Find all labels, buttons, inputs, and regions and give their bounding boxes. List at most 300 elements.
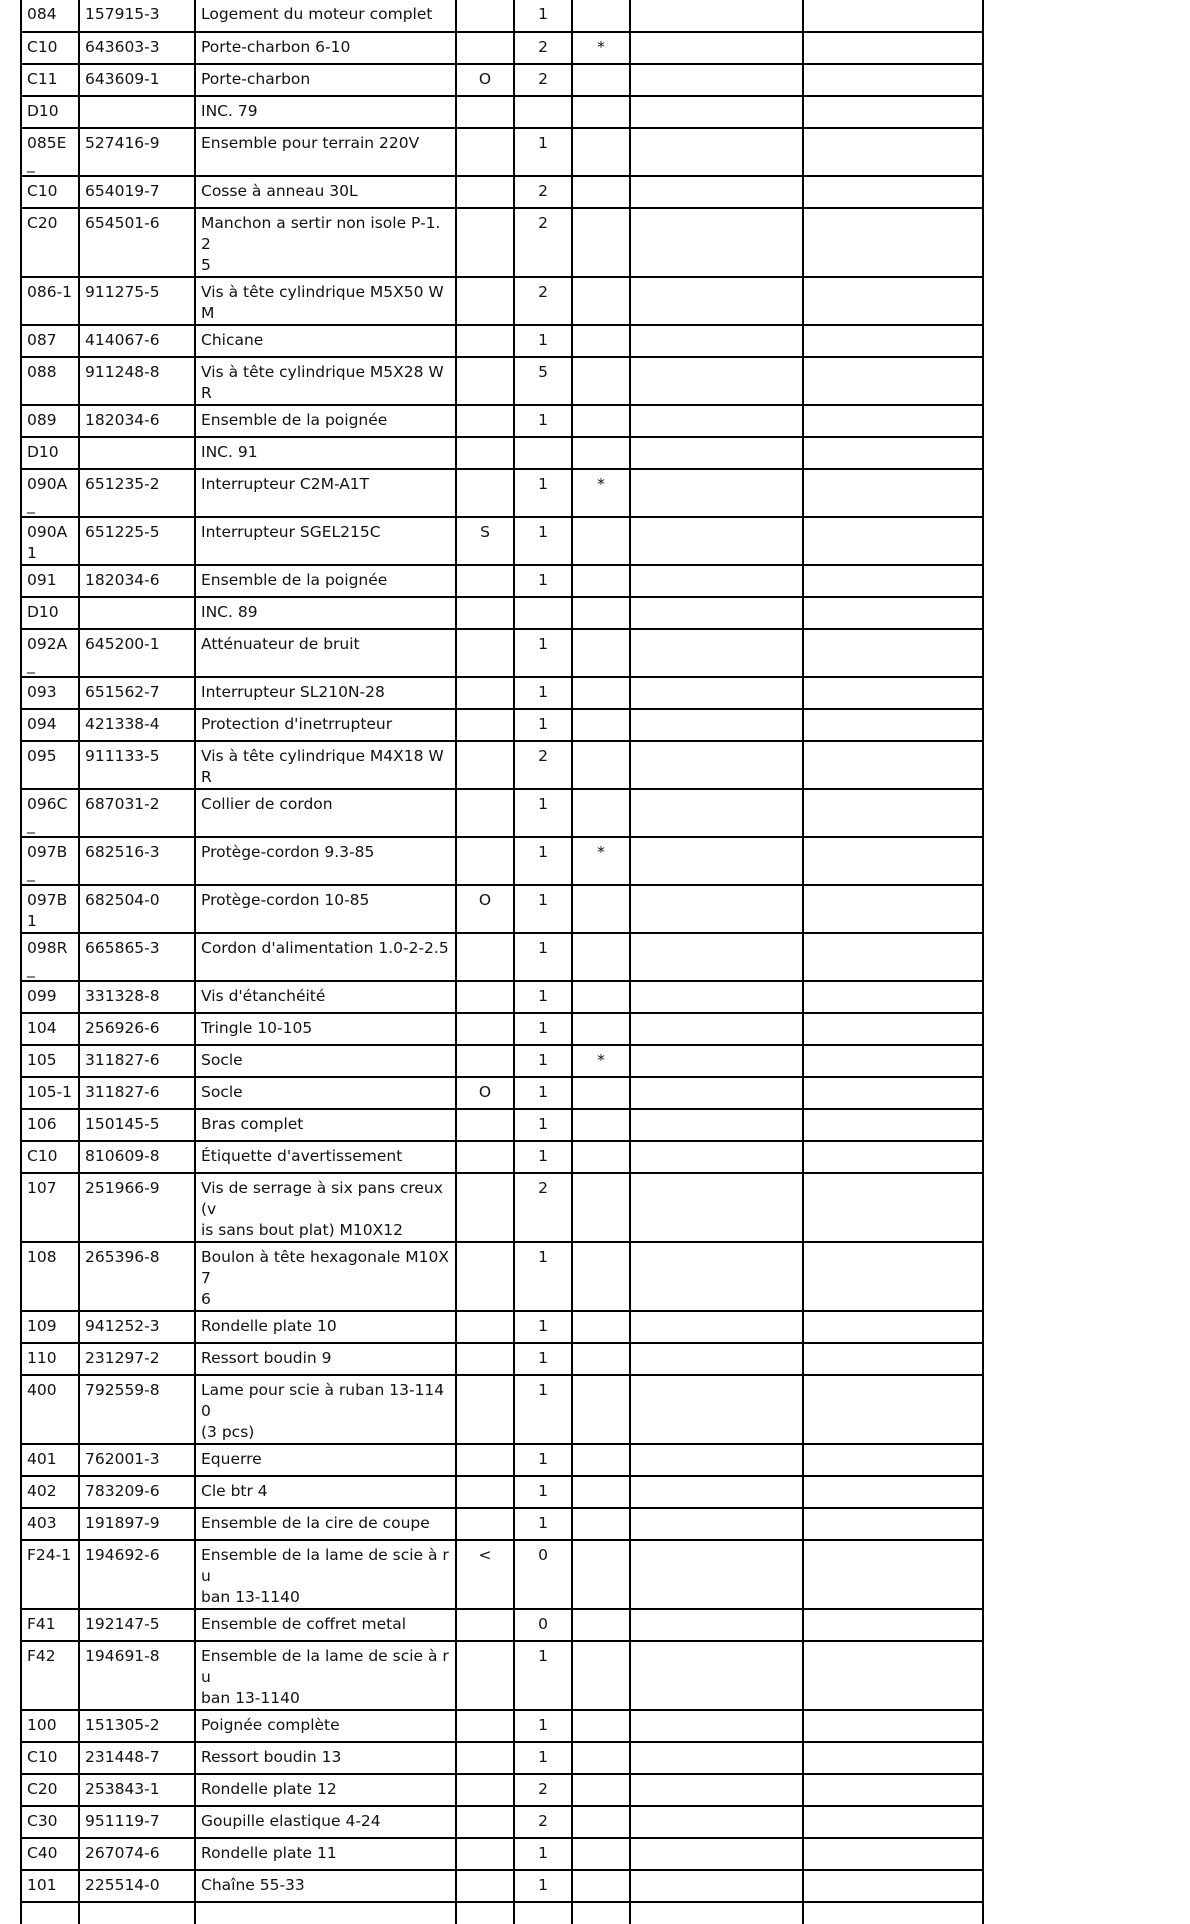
description-cell: INC. 89 [195,597,456,629]
table-row [21,64,983,96]
change-mark-cell [572,357,630,405]
change-mark-cell [572,1641,630,1710]
item-no-cell: F41 [21,1609,79,1641]
part-number-cell: 182034-6 [79,405,195,437]
table-row [21,1375,983,1444]
blank-cell [803,437,983,469]
blank-cell [803,1774,983,1806]
item-no-cell: 105 [21,1045,79,1077]
note-cell [456,32,514,64]
blank-cell [456,1902,514,1924]
table-row [21,1806,983,1838]
part-number-cell: 527416-9 [79,128,195,176]
description-cell: Vis à tête cylindrique M5X28 WR [195,357,456,405]
part-number-cell: 911275-5 [79,277,195,325]
blank-cell [803,1343,983,1375]
quantity-cell [514,96,572,128]
change-mark-cell [572,128,630,176]
quantity-cell: 1 [514,885,572,933]
item-no-cell: 106 [21,1109,79,1141]
description-cell: Vis d'étanchéité [195,981,456,1013]
part-number-cell: 182034-6 [79,565,195,597]
blank-cell [630,1077,803,1109]
table-row [21,128,983,176]
change-mark-cell [572,517,630,565]
item-no-cell: 090A1 [21,517,79,565]
description-cell: Vis de serrage à six pans creux (v is sans bout plat) M10X12 [195,1173,456,1242]
blank-cell [630,933,803,981]
note-cell [456,208,514,277]
note-cell [456,565,514,597]
description-cell: Rondelle plate 12 [195,1774,456,1806]
quantity-cell: 1 [514,1870,572,1902]
blank-cell [630,1173,803,1242]
table-row [21,1540,983,1609]
blank-cell [803,357,983,405]
table-row [21,1109,983,1141]
part-number-cell: 150145-5 [79,1109,195,1141]
quantity-cell: 1 [514,1710,572,1742]
description-cell: Vis à tête cylindrique M4X18 WR [195,741,456,789]
table-row [21,1870,983,1902]
item-no-cell: C20 [21,208,79,277]
part-number-cell: 682516-3 [79,837,195,885]
note-cell [456,1141,514,1173]
change-mark-cell [572,1444,630,1476]
blank-cell [195,1902,456,1924]
blank-cell [803,565,983,597]
table-row [21,176,983,208]
note-cell [456,325,514,357]
item-no-cell: F24-1 [21,1540,79,1609]
change-mark-cell [572,1710,630,1742]
table-row [21,629,983,677]
change-mark-cell [572,597,630,629]
item-no-cell: F42 [21,1641,79,1710]
blank-cell [803,1641,983,1710]
change-mark-cell [572,1609,630,1641]
blank-cell [803,1013,983,1045]
blank-cell [630,405,803,437]
blank-cell [630,1109,803,1141]
blank-cell [803,208,983,277]
blank-cell [803,128,983,176]
table-row [21,789,983,837]
table-row [21,677,983,709]
table-row [21,325,983,357]
change-mark-cell [572,1508,630,1540]
item-no-cell: C40 [21,1838,79,1870]
note-cell [456,1609,514,1641]
item-no-cell: 101 [21,1870,79,1902]
quantity-cell: 1 [514,517,572,565]
quantity-cell: 1 [514,565,572,597]
note-cell [456,437,514,469]
blank-cell [803,1540,983,1609]
table-row [21,1476,983,1508]
blank-cell [803,1870,983,1902]
change-mark-cell [572,405,630,437]
part-number-cell: 231297-2 [79,1343,195,1375]
quantity-cell: 2 [514,1173,572,1242]
item-no-cell: 099 [21,981,79,1013]
table-row [21,32,983,64]
table-row [21,437,983,469]
blank-cell [630,629,803,677]
change-mark-cell [572,565,630,597]
table-row [21,1641,983,1710]
description-cell: Ensemble de la lame de scie à ru ban 13-1140 [195,1641,456,1710]
change-mark-cell [572,709,630,741]
description-cell: Interrupteur SL210N-28 [195,677,456,709]
note-cell [456,677,514,709]
note-cell [456,1806,514,1838]
note-cell [456,1742,514,1774]
description-cell: Chicane [195,325,456,357]
note-cell [456,597,514,629]
item-no-cell: 085E_ [21,128,79,176]
quantity-cell: 2 [514,64,572,96]
blank-cell [630,709,803,741]
table-row [21,1609,983,1641]
note-cell: O [456,1077,514,1109]
item-no-cell: 400 [21,1375,79,1444]
table-row [21,1444,983,1476]
blank-cell [803,1742,983,1774]
description-cell: Equerre [195,1444,456,1476]
note-cell: S [456,517,514,565]
table-row [21,1242,983,1311]
table-row [21,517,983,565]
part-number-cell: 311827-6 [79,1045,195,1077]
quantity-cell: 1 [514,709,572,741]
blank-cell [803,1109,983,1141]
note-cell [456,1173,514,1242]
blank-cell [630,0,803,32]
change-mark-cell: * [572,1045,630,1077]
quantity-cell: 0 [514,1540,572,1609]
blank-cell [630,96,803,128]
change-mark-cell [572,1343,630,1375]
description-cell: Cle btr 4 [195,1476,456,1508]
blank-cell [630,1242,803,1311]
blank-cell [630,1540,803,1609]
change-mark-cell [572,437,630,469]
table-row [21,469,983,517]
change-mark-cell [572,1013,630,1045]
change-mark-cell [572,933,630,981]
note-cell [456,1242,514,1311]
change-mark-cell [572,981,630,1013]
blank-cell [803,1508,983,1540]
blank-cell [630,208,803,277]
description-cell: Protège-cordon 10-85 [195,885,456,933]
item-no-cell: C10 [21,176,79,208]
description-cell: Ressort boudin 13 [195,1742,456,1774]
blank-cell [803,1838,983,1870]
description-cell: Ensemble de la poignée [195,565,456,597]
table-row [21,1077,983,1109]
quantity-cell: 1 [514,1045,572,1077]
quantity-cell: 1 [514,981,572,1013]
note-cell [456,629,514,677]
quantity-cell: 1 [514,128,572,176]
note-cell [456,405,514,437]
blank-cell [803,1806,983,1838]
quantity-cell: 1 [514,1444,572,1476]
blank-cell [803,1173,983,1242]
note-cell [456,1343,514,1375]
note-cell [456,741,514,789]
part-number-cell: 654501-6 [79,208,195,277]
blank-cell [803,981,983,1013]
table-row [21,1311,983,1343]
blank-cell [630,677,803,709]
blank-cell [630,325,803,357]
change-mark-cell [572,0,630,32]
blank-cell [630,1838,803,1870]
parts-list-sheet [20,0,982,1924]
note-cell [456,128,514,176]
blank-cell [630,469,803,517]
description-cell: Porte-charbon [195,64,456,96]
change-mark-cell [572,64,630,96]
quantity-cell: 1 [514,1311,572,1343]
blank-cell [630,1710,803,1742]
quantity-cell: 1 [514,1742,572,1774]
description-cell: Rondelle plate 10 [195,1311,456,1343]
item-no-cell: C30 [21,1806,79,1838]
note-cell [456,1774,514,1806]
change-mark-cell [572,629,630,677]
part-number-cell: 783209-6 [79,1476,195,1508]
part-number-cell: 256926-6 [79,1013,195,1045]
change-mark-cell [572,1476,630,1508]
blank-cell [630,885,803,933]
part-number-cell: 651562-7 [79,677,195,709]
part-number-cell: 911133-5 [79,741,195,789]
note-cell: < [456,1540,514,1609]
description-cell: Ensemble de la poignée [195,405,456,437]
description-cell: Interrupteur C2M-A1T [195,469,456,517]
item-no-cell: 402 [21,1476,79,1508]
blank-cell [630,32,803,64]
blank-cell [803,1045,983,1077]
note-cell [456,96,514,128]
description-cell: INC. 79 [195,96,456,128]
blank-cell [803,933,983,981]
description-cell: Ressort boudin 9 [195,1343,456,1375]
blank-cell [630,437,803,469]
table-row [21,208,983,277]
part-number-cell: 331328-8 [79,981,195,1013]
note-cell [456,0,514,32]
table-row [21,837,983,885]
part-number-cell: 687031-2 [79,789,195,837]
description-cell: Rondelle plate 11 [195,1838,456,1870]
quantity-cell: 1 [514,1242,572,1311]
part-number-cell: 643603-3 [79,32,195,64]
part-number-cell: 191897-9 [79,1508,195,1540]
part-number-cell: 267074-6 [79,1838,195,1870]
note-cell [456,1710,514,1742]
blank-cell [630,128,803,176]
blank-cell [803,741,983,789]
description-cell: Tringle 10-105 [195,1013,456,1045]
item-no-cell: 086-1 [21,277,79,325]
item-no-cell: 098R_ [21,933,79,981]
description-cell: Ensemble de la cire de coupe [195,1508,456,1540]
table-row [21,357,983,405]
quantity-cell: 1 [514,677,572,709]
item-no-cell: D10 [21,96,79,128]
item-no-cell: 401 [21,1444,79,1476]
blank-cell [803,709,983,741]
part-number-cell: 941252-3 [79,1311,195,1343]
change-mark-cell [572,176,630,208]
note-cell [456,1375,514,1444]
change-mark-cell [572,1173,630,1242]
description-cell: Chaîne 55-33 [195,1870,456,1902]
quantity-cell: 1 [514,1375,572,1444]
part-number-cell: 651225-5 [79,517,195,565]
table-row [21,709,983,741]
quantity-cell: 1 [514,1343,572,1375]
description-cell: Manchon a sertir non isole P-1.2 5 [195,208,456,277]
blank-cell [803,405,983,437]
change-mark-cell [572,1806,630,1838]
quantity-cell: 1 [514,0,572,32]
blank-cell [803,677,983,709]
quantity-cell: 1 [514,837,572,885]
part-number-cell: 645200-1 [79,629,195,677]
quantity-cell: 2 [514,1774,572,1806]
table-row [21,1343,983,1375]
blank-cell [803,789,983,837]
blank-cell [630,981,803,1013]
table-row [21,981,983,1013]
description-cell: Boulon à tête hexagonale M10X7 6 [195,1242,456,1311]
part-number-cell: 194691-8 [79,1641,195,1710]
change-mark-cell [572,96,630,128]
blank-cell [630,1774,803,1806]
change-mark-cell [572,1141,630,1173]
item-no-cell: 090A_ [21,469,79,517]
blank-cell [630,1045,803,1077]
blank-cell [630,1609,803,1641]
blank-cell [803,1242,983,1311]
change-mark-cell [572,325,630,357]
note-cell [456,1508,514,1540]
table-row [21,1774,983,1806]
blank-cell [803,0,983,32]
blank-cell [630,277,803,325]
table-row [21,1173,983,1242]
item-no-cell: 100 [21,1710,79,1742]
table-row [21,741,983,789]
blank-cell [630,1742,803,1774]
blank-cell [803,837,983,885]
item-no-cell: C11 [21,64,79,96]
blank-cell [630,565,803,597]
item-no-cell: D10 [21,437,79,469]
part-number-cell: 157915-3 [79,0,195,32]
blank-cell [630,837,803,885]
description-cell: Socle [195,1045,456,1077]
description-cell: Étiquette d'avertissement [195,1141,456,1173]
blank-cell [630,64,803,96]
blank-cell [803,885,983,933]
blank-cell [514,1902,572,1924]
description-cell: Bras complet [195,1109,456,1141]
note-cell [456,789,514,837]
blank-cell [803,1375,983,1444]
table-row [21,1508,983,1540]
note-cell [456,1476,514,1508]
part-number-cell: 251966-9 [79,1173,195,1242]
description-cell: Protection d'inetrrupteur [195,709,456,741]
quantity-cell: 1 [514,933,572,981]
table-row [21,0,983,32]
item-no-cell: C10 [21,1742,79,1774]
note-cell [456,1838,514,1870]
description-cell: Atténuateur de bruit [195,629,456,677]
item-no-cell: 088 [21,357,79,405]
blank-cell [803,517,983,565]
part-number-cell: 643609-1 [79,64,195,96]
item-no-cell: 091 [21,565,79,597]
blank-cell [630,1902,803,1924]
note-cell [456,176,514,208]
quantity-cell: 2 [514,277,572,325]
item-no-cell: D10 [21,597,79,629]
item-no-cell: 096C_ [21,789,79,837]
quantity-cell: 1 [514,1109,572,1141]
blank-cell [572,1902,630,1924]
quantity-cell: 2 [514,208,572,277]
description-cell: INC. 91 [195,437,456,469]
description-cell: Ensemble pour terrain 220V [195,128,456,176]
description-cell: Ensemble de la lame de scie à ru ban 13-1140 [195,1540,456,1609]
part-number-cell [79,96,195,128]
blank-cell [630,1508,803,1540]
table-row [21,565,983,597]
blank-cell [803,597,983,629]
item-no-cell: 097B_ [21,837,79,885]
blank-cell [630,1641,803,1710]
quantity-cell: 2 [514,741,572,789]
blank-cell [803,277,983,325]
quantity-cell: 1 [514,325,572,357]
blank-cell [630,597,803,629]
quantity-cell: 1 [514,1508,572,1540]
quantity-cell: 5 [514,357,572,405]
description-cell: Goupille elastique 4-24 [195,1806,456,1838]
blank-cell [803,1141,983,1173]
note-cell [456,933,514,981]
description-cell: Socle [195,1077,456,1109]
blank-cell [630,176,803,208]
blank-cell [803,32,983,64]
part-number-cell: 414067-6 [79,325,195,357]
change-mark-cell [572,885,630,933]
blank-cell [630,1806,803,1838]
table-row [21,597,983,629]
blank-cell [630,1343,803,1375]
item-no-cell: 095 [21,741,79,789]
change-mark-cell [572,1870,630,1902]
change-mark-cell [572,1242,630,1311]
